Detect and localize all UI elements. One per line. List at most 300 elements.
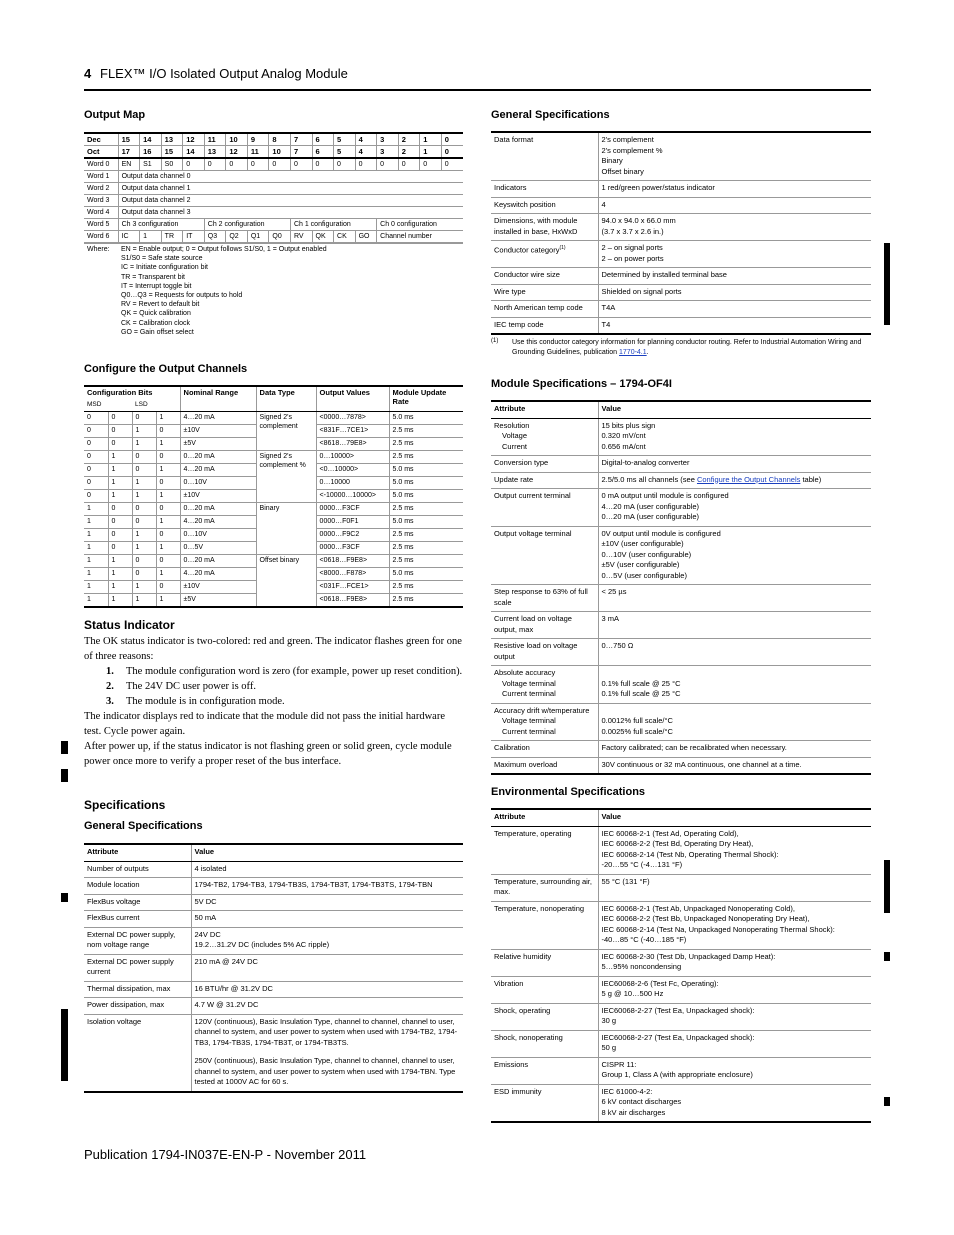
bit-value: 1 — [132, 594, 156, 608]
value-line: 0…10V (user configurable) — [601, 549, 692, 559]
attr-cell — [491, 585, 598, 612]
row-label: Oct — [84, 146, 118, 159]
table-row — [491, 214, 871, 241]
bit-value: 0 — [132, 464, 156, 477]
footnote-body: Use this conductor category information for planning conductor routing. Refer to Industrial Automation Wiring and Grounding Guidelines, publication — [512, 339, 862, 356]
bit-value: 0 — [84, 464, 108, 477]
status-p2: The indicator displays red to indicate that the module did not pass the initial hardware test. Cycle power again. — [84, 711, 445, 737]
update-rate: 5.0 ms — [389, 464, 463, 477]
bit-cell: 12 — [226, 146, 248, 159]
word-label: Word 4 — [84, 207, 118, 219]
attr-cell: FlexBus current — [84, 911, 191, 928]
value-cell — [598, 976, 871, 1003]
attr-line: Temperature, operating — [494, 828, 572, 838]
table-row — [84, 894, 463, 911]
bit-value: 1 — [108, 581, 132, 594]
table-row — [491, 284, 871, 301]
output-values: <0…10000> — [316, 464, 389, 477]
attr-cell: Keyswitch position — [491, 197, 598, 214]
config-bits-header: Configuration Bits — [84, 386, 180, 399]
table-row — [84, 927, 463, 954]
bit-value: 1 — [84, 503, 108, 516]
attr-cell: Output voltage terminal — [491, 526, 598, 585]
bit-cell: 0 — [441, 158, 463, 171]
value-line: IEC 60068-2-2 (Test Bd, Operating Dry Heat), — [601, 839, 754, 848]
table-row — [491, 703, 871, 741]
msd-label: MSD — [84, 399, 132, 412]
attr-line: Emissions — [494, 1059, 529, 1069]
table-row — [491, 1084, 871, 1122]
footnote-text — [512, 338, 872, 358]
nominal-range: 0…5V — [180, 542, 256, 555]
table-row — [84, 555, 463, 568]
legend-line: RV = Revert to default bit — [121, 301, 200, 309]
value-cell: 1794-TB2, 1794-TB3, 1794-TB3S, 1794-TB3T, 1794-TB3TS, 1794-TBN — [191, 878, 463, 895]
bit-cell: 0 — [204, 158, 226, 171]
word1-row — [84, 171, 463, 183]
bit-value: 1 — [156, 542, 180, 555]
word4-row — [84, 207, 463, 219]
attr-cell — [491, 826, 598, 874]
output-values: <831F…7CE1> — [316, 425, 389, 438]
output-values: 0…10000 — [316, 477, 389, 490]
list-number: 2. — [106, 681, 114, 692]
value-cell — [598, 901, 871, 949]
value-cell: 4 — [598, 197, 871, 214]
attr-line: max. — [494, 887, 511, 896]
update-rate: 2.5 ms — [389, 581, 463, 594]
where-lines — [118, 244, 463, 339]
nominal-range: 4…20 mA — [180, 568, 256, 581]
publication-footer: Publication 1794-IN037E-EN-P - November 2011 — [84, 1147, 367, 1162]
table-row — [491, 1030, 871, 1057]
nominal-range: 0…10V — [180, 477, 256, 490]
bit-cell: 0 — [247, 158, 269, 171]
bit-value: 1 — [108, 594, 132, 608]
value-line: 2 – on power ports — [601, 253, 664, 263]
table-row — [84, 503, 463, 516]
bit-cell: QK — [312, 231, 334, 243]
value-line: 0…20 mA (user configurable) — [601, 512, 700, 521]
value-cell: 4 isolated — [191, 861, 463, 878]
bit-cell: CK — [334, 231, 356, 243]
attr-cell: External DC power supply, nom voltage range — [84, 927, 191, 954]
value-cell — [598, 1084, 871, 1122]
module-specs-title: Module Specifications – 1794-OF4I — [491, 378, 672, 390]
bit-cell: 4 — [355, 146, 377, 159]
nominal-range: ±5V — [180, 438, 256, 451]
value-header: Value — [191, 844, 463, 861]
module-specs — [491, 400, 871, 775]
word-value: Output data channel 3 — [118, 207, 463, 219]
table-row — [84, 1014, 463, 1092]
value-line: IEC60068-2-6 (Test Fc, Operating): — [601, 978, 719, 988]
bit-cell: 10 — [226, 133, 248, 146]
bit-value: 1 — [156, 490, 180, 503]
attr-cell: Indicators — [491, 181, 598, 198]
change-bar — [61, 741, 68, 754]
value-line: 50 g — [601, 1043, 617, 1052]
legend-line: Q0…Q3 = Requests for outputs to hold — [121, 292, 243, 300]
bit-cell: 0 — [377, 158, 399, 171]
table-row — [84, 998, 463, 1015]
bit-cell: 3 — [377, 146, 399, 159]
lsd-label: LSD — [132, 399, 180, 412]
table-row — [491, 317, 871, 334]
bit-cell: 6 — [312, 146, 334, 159]
nominal-range: 0…20 mA — [180, 503, 256, 516]
value-cell: 50 mA — [191, 911, 463, 928]
value-line: IEC 60068-2-2 (Test Bb, Unpackaged Nonoperating Dry Heat), — [601, 914, 810, 923]
legend-line: TR = Transparent bit — [121, 273, 186, 281]
table-row — [491, 489, 871, 527]
value-cell — [598, 874, 871, 901]
list-text: The 24V DC user power is off. — [126, 681, 256, 692]
bit-cell: 9 — [247, 133, 269, 146]
status-p3: After power up, if the status indicator is not flashing green or solid green, cycle module power once more to verify a proper reset of the bus interface. — [84, 741, 452, 767]
word-label: Word 3 — [84, 195, 118, 207]
table-row — [491, 585, 871, 612]
value-line: Binary — [601, 156, 623, 165]
bit-value: 1 — [156, 438, 180, 451]
word-label: Word 1 — [84, 171, 118, 183]
attr-line: Current terminal — [502, 689, 556, 698]
value-cell: 3 mA — [598, 612, 871, 639]
attr-line: output, max — [494, 624, 534, 634]
nominal-range: ±10V — [180, 490, 256, 503]
attr-cell: Number of outputs — [84, 861, 191, 878]
bit-value: 1 — [84, 516, 108, 529]
value-text: table) — [800, 474, 822, 484]
nominal-range: 0…20 mA — [180, 451, 256, 464]
bit-value: 0 — [84, 490, 108, 503]
oct-row — [84, 146, 463, 159]
attr-line: Current terminal — [502, 726, 556, 736]
bit-cell: 1 — [420, 146, 442, 159]
attr-cell: Module location — [84, 878, 191, 895]
bit-value: 0 — [108, 438, 132, 451]
ch0-config: Ch 0 configuration — [377, 219, 463, 231]
bit-cell: 0 — [183, 158, 205, 171]
word-label: Word 5 — [84, 219, 118, 231]
bit-value: 1 — [132, 490, 156, 503]
legend-line: IT = Interrupt toggle bit — [121, 282, 192, 290]
page-title: FLEX™ I/O Isolated Output Analog Module — [100, 66, 348, 81]
attr-line: Relative humidity — [494, 951, 552, 961]
bit-cell: Q1 — [247, 231, 269, 243]
header-rule — [84, 89, 871, 91]
bit-cell: EN — [118, 158, 140, 171]
output-values: <0000…7878> — [316, 412, 389, 425]
value-cell: Digital-to-analog converter — [598, 456, 871, 473]
value-cell — [598, 241, 871, 268]
status-body — [84, 634, 464, 769]
value-cell — [191, 1014, 463, 1092]
attr-cell — [491, 874, 598, 901]
word-value: Output data channel 2 — [118, 195, 463, 207]
attr-cell: Wire type — [491, 284, 598, 301]
value-line: ±10V (user configurable) — [601, 539, 684, 548]
bit-cell: RV — [290, 231, 312, 243]
value-line: 94.0 x 94.0 x 66.0 mm — [601, 216, 676, 225]
bit-cell: 15 — [118, 133, 140, 146]
bit-value: 1 — [108, 464, 132, 477]
bit-cell: 2 — [398, 146, 420, 159]
value-cell: Shielded on signal ports — [598, 284, 871, 301]
bit-value: 1 — [132, 529, 156, 542]
output-values: <8000…F878> — [316, 568, 389, 581]
legend-line: CK = Calibration clock — [121, 319, 191, 327]
bit-cell: 0 — [334, 158, 356, 171]
bit-value: 0 — [132, 503, 156, 516]
attribute-header: Attribute — [491, 401, 598, 418]
table-row — [84, 981, 463, 998]
output-values: 0000…F9C2 — [316, 529, 389, 542]
change-bar — [61, 893, 68, 902]
bit-value: 1 — [156, 516, 180, 529]
nominal-range-header: Nominal Range — [180, 386, 256, 412]
table-row — [491, 418, 871, 456]
attr-line: installed in base, HxWxD — [494, 226, 578, 236]
status-title: Status Indicator — [84, 618, 175, 632]
attr-line: output — [494, 651, 515, 661]
word-value: Output data channel 0 — [118, 171, 463, 183]
change-bar — [884, 860, 890, 913]
attr-line: Temperature, surrounding air, — [494, 876, 592, 886]
bit-value: 1 — [132, 438, 156, 451]
bit-value: 0 — [156, 555, 180, 568]
output-map-title: Output Map — [84, 109, 146, 121]
bit-value: 1 — [108, 568, 132, 581]
table-row — [491, 197, 871, 214]
value-line: -40…85 °C (-40…185 °F) — [601, 935, 687, 944]
list-number: 1. — [106, 666, 114, 677]
value-cell — [598, 666, 871, 704]
change-bar — [884, 243, 890, 325]
bit-cell: 0 — [441, 146, 463, 159]
table-row — [84, 878, 463, 895]
value-line: 0.320 mV/cnt — [601, 431, 646, 440]
value-line: 5 g @ 10…500 Hz — [601, 989, 664, 998]
output-map-legend — [84, 243, 463, 338]
general-specs-right — [491, 131, 871, 335]
bit-value: 1 — [108, 490, 132, 503]
attr-cell: Update rate — [491, 472, 598, 489]
value-cell: T4 — [598, 317, 871, 334]
list-item — [84, 694, 464, 709]
bit-value: 1 — [132, 477, 156, 490]
table-row — [491, 456, 871, 473]
attr-cell: Maximum overload — [491, 757, 598, 774]
general-specs-title-left: General Specifications — [84, 820, 203, 832]
attr-cell: External DC power supply current — [84, 954, 191, 981]
general-specs-left — [84, 843, 463, 1093]
value-line: 0.656 mA/cnt — [601, 441, 646, 451]
word6-row — [84, 231, 463, 243]
bit-value: 0 — [132, 412, 156, 425]
value-line: 6 kV contact discharges — [601, 1097, 682, 1106]
attr-cell: Conductor wire size — [491, 268, 598, 285]
bit-cell: Q3 — [204, 231, 226, 243]
bit-cell: GO — [355, 231, 377, 243]
bit-cell: 0 — [355, 158, 377, 171]
value-cell: 210 mA @ 24V DC — [191, 954, 463, 981]
value-cell — [598, 703, 871, 741]
legend-line: GO = Gain offset select — [121, 328, 194, 336]
attr-cell — [491, 901, 598, 949]
bit-cell: 17 — [118, 146, 140, 159]
value-header: Value — [598, 809, 871, 826]
bit-cell: Q0 — [269, 231, 291, 243]
data-type: Signed 2's complement — [256, 412, 316, 451]
attr-cell — [491, 703, 598, 741]
configure-table-wrap — [84, 385, 463, 608]
legend-line: IC = Initiate configuration bit — [121, 264, 208, 272]
value-cell: T4A — [598, 301, 871, 318]
update-rate: 2.5 ms — [389, 503, 463, 516]
bit-value: 1 — [132, 581, 156, 594]
value-cell — [598, 472, 871, 489]
attr-cell — [491, 612, 598, 639]
attr-cell: FlexBus voltage — [84, 894, 191, 911]
bit-value: 1 — [108, 477, 132, 490]
bit-cell: TR — [161, 231, 183, 243]
attr-cell — [491, 1084, 598, 1122]
bit-value: 0 — [132, 516, 156, 529]
nominal-range: 4…20 mA — [180, 412, 256, 425]
bit-value: 0 — [156, 451, 180, 464]
table-row — [491, 301, 871, 318]
status-list — [84, 664, 464, 709]
attr-line: Accuracy drift w/temperature — [494, 705, 590, 715]
value-line: 24V DC — [194, 929, 221, 939]
status-intro: The OK status indicator is two-colored: red and green. The indicator flashes green for one of three reasons: — [84, 636, 462, 662]
update-rate-header: Module Update Rate — [389, 386, 463, 412]
bit-cell: S0 — [161, 158, 183, 171]
value-line: (3.7 x 3.7 x 2.6 in.) — [601, 226, 664, 236]
list-item — [84, 679, 464, 694]
value-cell — [598, 1057, 871, 1084]
table-row — [84, 451, 463, 464]
value-line: IEC 60068-2-1 (Test Ab, Unpackaged Nonoperating Cold), — [601, 903, 795, 913]
attr-line: Voltage terminal — [502, 678, 556, 688]
attr-line: ESD immunity — [494, 1086, 542, 1096]
attr-cell — [491, 1003, 598, 1030]
bit-value: 0 — [108, 425, 132, 438]
attr-line: Resistive load on voltage — [494, 641, 578, 650]
bit-cell: Channel number — [377, 231, 463, 243]
attr-cell — [491, 1057, 598, 1084]
list-item — [84, 664, 464, 679]
data-type: Offset binary — [256, 555, 316, 608]
general-specs-table-right — [491, 131, 871, 335]
output-values: <8618…79E8> — [316, 438, 389, 451]
bit-value: 0 — [84, 477, 108, 490]
value-line: 15 bits plus sign — [601, 420, 656, 430]
configure-header-row — [84, 386, 463, 399]
attr-line: Voltage terminal — [502, 716, 556, 725]
page-number: 4 — [84, 66, 92, 81]
value-line: 0V output until module is configured — [601, 528, 721, 538]
nominal-range: 4…20 mA — [180, 464, 256, 477]
bit-value: 0 — [84, 438, 108, 451]
change-bar — [884, 1097, 890, 1106]
update-rate: 5.0 ms — [389, 516, 463, 529]
attr-cell: Conversion type — [491, 456, 598, 473]
value-cell — [598, 1003, 871, 1030]
bit-value: 1 — [84, 581, 108, 594]
table-row — [491, 181, 871, 198]
nominal-range: ±5V — [180, 594, 256, 608]
update-rate: 2.5 ms — [389, 451, 463, 464]
bit-cell: 2 — [398, 133, 420, 146]
value-cell — [598, 826, 871, 874]
value-line: Group 1, Class A (with appropriate enclosure) — [601, 1070, 753, 1079]
bit-cell: S1 — [140, 158, 162, 171]
legend-line: QK = Quick calibration — [121, 310, 191, 318]
bit-cell: 5 — [334, 146, 356, 159]
attr-line: Vibration — [494, 978, 524, 988]
update-rate: 2.5 ms — [389, 555, 463, 568]
value-header: Value — [598, 401, 871, 418]
configure-table-link[interactable]: Configure the Output Channels — [696, 474, 801, 484]
bit-value: 1 — [132, 542, 156, 555]
output-values: <-10000…10000> — [316, 490, 389, 503]
general-specs-table-left — [84, 843, 463, 1093]
table-row — [491, 132, 871, 181]
bit-cell: 6 — [312, 133, 334, 146]
bit-cell: IT — [183, 231, 205, 243]
bit-cell: 4 — [355, 133, 377, 146]
publication-link[interactable]: 1770-4.1 — [619, 349, 647, 356]
output-values: 0000…F3CF — [316, 542, 389, 555]
bit-cell: 0 — [269, 158, 291, 171]
footnote-ref[interactable]: (1) — [559, 245, 566, 251]
bit-value: 0 — [132, 568, 156, 581]
attr-line: Absolute accuracy — [494, 668, 556, 677]
table-row — [84, 911, 463, 928]
configure-table — [84, 385, 463, 608]
update-rate: 5.0 ms — [389, 490, 463, 503]
change-bar — [61, 1009, 68, 1081]
list-text: The module is in configuration mode. — [126, 696, 285, 707]
bit-cell: 5 — [334, 133, 356, 146]
attr-line: Resolution — [494, 420, 530, 430]
value-line: CISPR 11: — [601, 1059, 637, 1069]
value-line: 0 mA output until module is configured — [601, 491, 729, 500]
value-text: 2.5/5.0 ms all channels (see — [601, 474, 697, 484]
bit-value: 1 — [156, 464, 180, 477]
value-line: 0…5V (user configurable) — [601, 570, 687, 580]
output-values: 0000…F3CF — [316, 503, 389, 516]
value-line: 30 g — [601, 1016, 617, 1025]
bit-value: 0 — [108, 412, 132, 425]
attribute-header: Attribute — [491, 809, 598, 826]
value-line: ±5V (user configurable) — [601, 560, 680, 569]
bit-cell: 16 — [140, 146, 162, 159]
bit-value: 1 — [156, 412, 180, 425]
word-label: Word 2 — [84, 183, 118, 195]
ch1-config: Ch 1 configuration — [290, 219, 376, 231]
value-line: 4…20 mA (user configurable) — [601, 501, 700, 511]
bit-value: 0 — [108, 516, 132, 529]
module-specs-table — [491, 400, 871, 775]
bit-value: 1 — [84, 542, 108, 555]
change-bar — [61, 769, 68, 782]
bit-cell: 10 — [269, 146, 291, 159]
nominal-range: 4…20 mA — [180, 516, 256, 529]
bit-cell: 3 — [377, 133, 399, 146]
